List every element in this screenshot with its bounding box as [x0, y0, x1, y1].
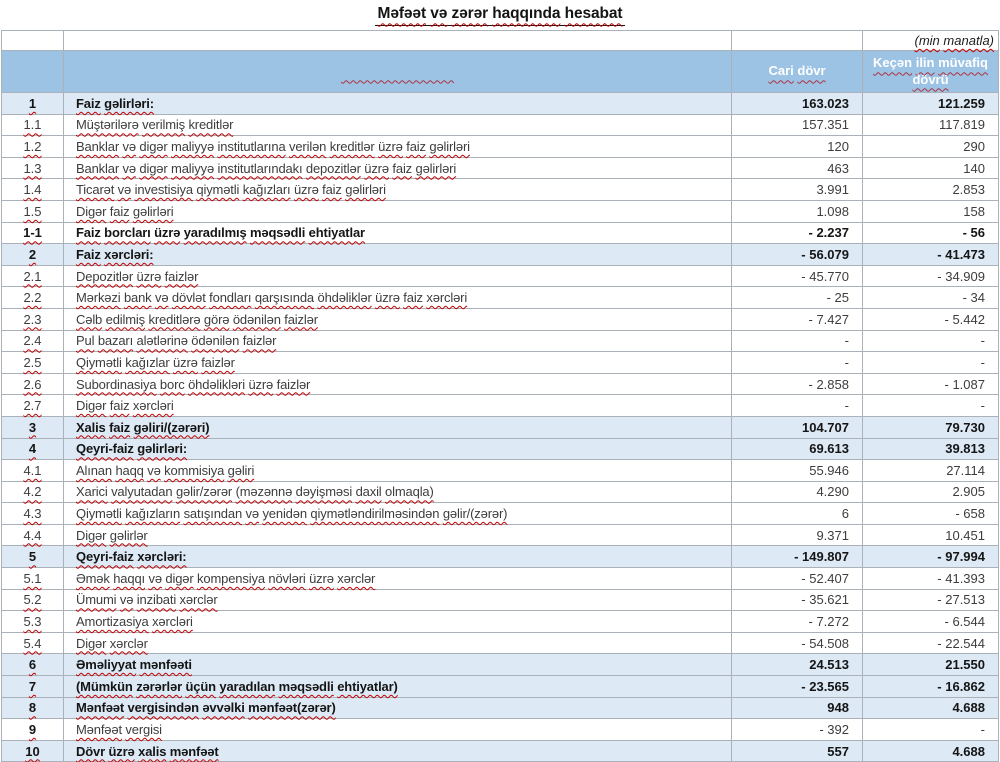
value-current: 163.023 — [732, 93, 863, 115]
value-current: 69.613 — [732, 438, 863, 460]
value-previous: - — [863, 330, 999, 352]
report-title: Məfəət və zərər haqqında hesabat — [375, 4, 626, 25]
table-row — [2, 503, 999, 525]
table-row — [2, 308, 999, 330]
value-current: - — [732, 395, 863, 417]
value-previous: 21.550 — [863, 654, 999, 676]
value-previous: - 22.544 — [863, 632, 999, 654]
table-row — [2, 200, 999, 222]
table-row — [2, 157, 999, 179]
value-current: 1.098 — [732, 200, 863, 222]
row-number: 1.3 — [2, 157, 64, 179]
table-row — [2, 524, 999, 546]
table-row — [2, 589, 999, 611]
table-header-row — [2, 51, 999, 93]
value-previous: 39.813 — [863, 438, 999, 460]
value-previous: - 5.442 — [863, 308, 999, 330]
value-previous: 27.114 — [863, 460, 999, 482]
value-current: 557 — [732, 740, 863, 762]
row-label: Digər gəlirlər — [64, 524, 732, 546]
row-label: Depozitlər üzrə faizlər — [64, 265, 732, 287]
row-number: 5.3 — [2, 611, 64, 633]
unit-row-label-cell — [64, 31, 732, 51]
value-previous: - 34 — [863, 287, 999, 309]
value-previous: 290 — [863, 136, 999, 158]
table-row — [2, 395, 999, 417]
row-label: Digər faiz gəlirləri — [64, 200, 732, 222]
report-title-row — [0, 0, 1000, 30]
table-row — [2, 244, 999, 266]
row-number: 2.3 — [2, 308, 64, 330]
spellcheck-squiggle — [341, 63, 454, 78]
row-label: Faiz gəlirləri: — [64, 93, 732, 115]
value-previous: - 97.994 — [863, 546, 999, 568]
value-current: - 23.565 — [732, 676, 863, 698]
table-row — [2, 568, 999, 590]
row-label: Amortizasiya xərcləri — [64, 611, 732, 633]
value-previous: 79.730 — [863, 416, 999, 438]
value-previous: 140 — [863, 157, 999, 179]
value-current: 463 — [732, 157, 863, 179]
header-previous-period: Keçən ilin müvafiq dövrü — [863, 51, 999, 93]
table-row — [2, 546, 999, 568]
value-previous: - 6.544 — [863, 611, 999, 633]
value-current: - — [732, 330, 863, 352]
row-number: 2.7 — [2, 395, 64, 417]
row-label: Müştərilərə verilmiş kreditlər — [64, 114, 732, 136]
value-current: 4.290 — [732, 481, 863, 503]
row-label: Qeyri-faiz gəlirləri: — [64, 438, 732, 460]
row-label: Dövr üzrə xalis mənfəət — [64, 740, 732, 762]
value-current: 55.946 — [732, 460, 863, 482]
table-row — [2, 676, 999, 698]
row-number: 1.4 — [2, 179, 64, 201]
row-label: Cəlb edilmiş kreditlərə görə ödənilən faizlər — [64, 308, 732, 330]
value-current: - 25 — [732, 287, 863, 309]
row-number: 1 — [2, 93, 64, 115]
row-number: 5 — [2, 546, 64, 568]
table-row — [2, 352, 999, 374]
report-table — [1, 30, 999, 762]
value-current: - 54.508 — [732, 632, 863, 654]
row-number: 2.4 — [2, 330, 64, 352]
value-previous: 4.688 — [863, 697, 999, 719]
row-label: Banklar və digər maliyyə institutlarına verilən kreditlər üzrə faiz gəlirləri — [64, 136, 732, 158]
row-label: Mənfəət vergisi — [64, 719, 732, 741]
value-previous: - 56 — [863, 222, 999, 244]
table-row — [2, 330, 999, 352]
row-label: Ticarət və investisiya qiymətli kağızları üzrə faiz gəlirləri — [64, 179, 732, 201]
value-previous: - 658 — [863, 503, 999, 525]
value-previous: - — [863, 719, 999, 741]
value-previous: - — [863, 395, 999, 417]
value-current: - 45.770 — [732, 265, 863, 287]
report-table-body — [2, 93, 999, 762]
row-label: Qeyri-faiz xərcləri: — [64, 546, 732, 568]
table-row — [2, 654, 999, 676]
value-previous: - 41.393 — [863, 568, 999, 590]
row-number: 4.4 — [2, 524, 64, 546]
row-number: 4.1 — [2, 460, 64, 482]
unit-note: (min manatla) — [863, 31, 999, 51]
row-label: Qiymətli kağızlar üzrə faizlər — [64, 352, 732, 374]
row-label: Qiymətli kağızların satışından və yenidən qiymətləndirilməsindən gəlir/(zərər) — [64, 503, 732, 525]
row-label: Pul bazarı alətlərinə ödənilən faizlər — [64, 330, 732, 352]
row-number: 2.1 — [2, 265, 64, 287]
row-label: Faiz borcları üzrə yaradılmış məqsədli ehtiyatlar — [64, 222, 732, 244]
row-number: 1.5 — [2, 200, 64, 222]
row-number: 1.1 — [2, 114, 64, 136]
table-row — [2, 438, 999, 460]
table-row — [2, 265, 999, 287]
row-number: 4.3 — [2, 503, 64, 525]
value-previous: 117.819 — [863, 114, 999, 136]
row-number: 1-1 — [2, 222, 64, 244]
table-row — [2, 93, 999, 115]
row-label: Digər faiz xərcləri — [64, 395, 732, 417]
table-row — [2, 136, 999, 158]
row-label: Subordinasiya borc öhdəlikləri üzrə faizlər — [64, 373, 732, 395]
row-number: 3 — [2, 416, 64, 438]
table-row — [2, 632, 999, 654]
row-number: 2.6 — [2, 373, 64, 395]
table-row — [2, 114, 999, 136]
value-current: - — [732, 352, 863, 374]
row-label: Xarici valyutadan gəlir/zərər (məzənnə dəyişməsi daxil olmaqla) — [64, 481, 732, 503]
table-row — [2, 460, 999, 482]
value-previous: - 16.862 — [863, 676, 999, 698]
unit-row-no-cell — [2, 31, 64, 51]
value-current: 120 — [732, 136, 863, 158]
row-number: 5.4 — [2, 632, 64, 654]
value-current: 157.351 — [732, 114, 863, 136]
row-label: (Mümkün zərərlər üçün yaradılan məqsədli ehtiyatlar) — [64, 676, 732, 698]
row-label: Alınan haqq və kommisiya gəliri — [64, 460, 732, 482]
row-number: 10 — [2, 740, 64, 762]
value-previous: - 1.087 — [863, 373, 999, 395]
row-number: 2.5 — [2, 352, 64, 374]
header-no-cell — [2, 51, 64, 93]
row-number: 5.2 — [2, 589, 64, 611]
value-previous: 158 — [863, 200, 999, 222]
value-current: 104.707 — [732, 416, 863, 438]
value-previous: 121.259 — [863, 93, 999, 115]
value-current: - 35.621 — [732, 589, 863, 611]
table-row — [2, 481, 999, 503]
row-number: 7 — [2, 676, 64, 698]
value-current: 948 — [732, 697, 863, 719]
value-current: 9.371 — [732, 524, 863, 546]
row-label: Banklar və digər maliyyə institutlarındakı depozitlər üzrə faiz gəlirləri — [64, 157, 732, 179]
row-label: Əməliyyat mənfəəti — [64, 654, 732, 676]
table-row — [2, 611, 999, 633]
table-row — [2, 287, 999, 309]
row-label: Digər xərclər — [64, 632, 732, 654]
value-current: 24.513 — [732, 654, 863, 676]
row-number: 9 — [2, 719, 64, 741]
unit-row-current-cell — [732, 31, 863, 51]
value-current: - 7.427 — [732, 308, 863, 330]
row-number: 4.2 — [2, 481, 64, 503]
unit-note-row — [2, 31, 999, 51]
row-number: 6 — [2, 654, 64, 676]
row-label: Faiz xərcləri: — [64, 244, 732, 266]
table-row — [2, 416, 999, 438]
value-previous: - 27.513 — [863, 589, 999, 611]
value-current: - 52.407 — [732, 568, 863, 590]
row-label: Əmək haqqı və digər kompensiya növləri üzrə xərclər — [64, 568, 732, 590]
header-current-period: Cari dövr — [732, 51, 863, 93]
row-number: 8 — [2, 697, 64, 719]
value-current: - 7.272 — [732, 611, 863, 633]
value-previous: 4.688 — [863, 740, 999, 762]
table-row — [2, 740, 999, 762]
row-label: Xalis faiz gəliri/(zərəri) — [64, 416, 732, 438]
value-previous: - — [863, 352, 999, 374]
header-description-cell — [64, 51, 732, 93]
row-label: Mərkəzi bank və dövlət fondları qarşısında öhdəliklər üzrə faiz xərcləri — [64, 287, 732, 309]
value-previous: 2.905 — [863, 481, 999, 503]
value-current: - 56.079 — [732, 244, 863, 266]
value-current: - 2.858 — [732, 373, 863, 395]
value-current: - 149.807 — [732, 546, 863, 568]
row-number: 2 — [2, 244, 64, 266]
value-current: 3.991 — [732, 179, 863, 201]
table-row — [2, 697, 999, 719]
value-previous: - 34.909 — [863, 265, 999, 287]
table-row — [2, 179, 999, 201]
row-number: 4 — [2, 438, 64, 460]
row-label: Ümumi və inzibati xərclər — [64, 589, 732, 611]
value-previous: - 41.473 — [863, 244, 999, 266]
row-number: 2.2 — [2, 287, 64, 309]
table-row — [2, 222, 999, 244]
value-current: - 392 — [732, 719, 863, 741]
value-previous: 10.451 — [863, 524, 999, 546]
value-current: - 2.237 — [732, 222, 863, 244]
value-previous: 2.853 — [863, 179, 999, 201]
row-label: Mənfəət vergisindən əvvəlki mənfəət(zərər) — [64, 697, 732, 719]
row-number: 1.2 — [2, 136, 64, 158]
table-row — [2, 373, 999, 395]
table-row — [2, 719, 999, 741]
value-current: 6 — [732, 503, 863, 525]
row-number: 5.1 — [2, 568, 64, 590]
